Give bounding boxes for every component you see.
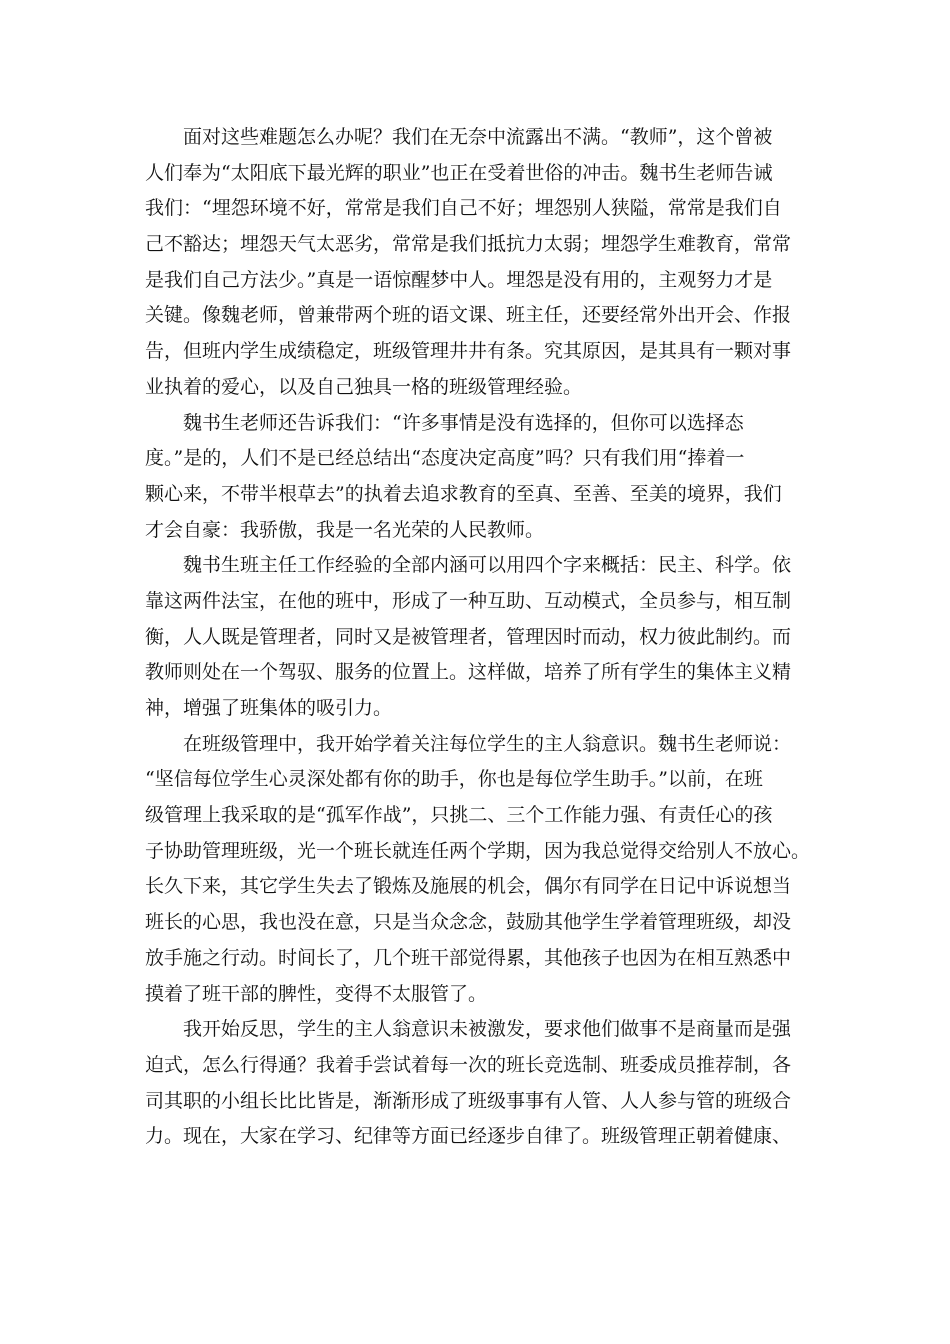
paragraph-3 [145,548,805,726]
paragraph-1 [145,120,805,406]
text-line: 摸着了班干部的脾性，变得不太服管了。 [145,982,488,1005]
text-line: 在班级管理中，我开始学着关注每位学生的主人翁意识。魏书生老师说： [183,732,792,755]
text-line: 长久下来，其它学生失去了锻炼及施展的机会，偶尔有同学在日记中诉说想当 [145,875,792,898]
text-line: 魏书生班主任工作经验的全部内涵可以用四个字来概括：民主、科学。依 [183,554,792,577]
paragraph-4 [145,727,811,1013]
text-line: 是我们自己方法少。”真是一语惊醒梦中人。埋怨是没有用的，主观努力才是 [145,268,773,291]
text-line: 关键。像魏老师，曾兼带两个班的语文课、班主任，还要经常外出开会、作报 [145,304,792,327]
text-line: 教师则处在一个驾驭、服务的位置上。这样做，培养了所有学生的集体主义精 [145,661,792,684]
text-line: 班长的心思，我也没在意，只是当众念念，鼓励其他学生学着管理班级，却没 [145,911,792,934]
text-line: 才会自豪：我骄傲，我是一名光荣的人民教师。 [145,518,545,541]
text-line: 人们奉为“太阳底下最光辉的职业”也正在受着世俗的冲击。魏书生老师告诫 [145,161,773,184]
text-line: 级管理上我采取的是“孤军作战”，只挑二、三个工作能力强、有责任心的孩 [145,804,773,827]
text-line: 我们：“埋怨环境不好，常常是我们自己不好；埋怨别人狭隘，常常是我们自 [145,197,782,220]
text-line: 颗心来，不带半根草去”的执着去追求教育的至真、至善、至美的境界，我们 [145,482,782,505]
text-line: 子协助管理班级，光一个班长就连任两个学期，因为我总觉得交给别人不放心。 [145,839,811,862]
text-line: “坚信每位学生心灵深处都有你的助手，你也是每位学生助手。”以前，在班 [145,768,763,791]
text-line: 告，但班内学生成绩稳定，班级管理井井有条。究其原因，是其具有一颗对事 [145,340,792,363]
text-line: 衡，人人既是管理者，同时又是被管理者，管理因时而动，权力彼此制约。而 [145,625,792,648]
text-line: 面对这些难题怎么办呢？我们在无奈中流露出不满。“教师”，这个曾被 [183,126,773,148]
text-line: 司其职的小组长比比皆是，渐渐形成了班级事事有人管、人人参与管的班级合 [145,1089,792,1112]
text-line: 靠这两件法宝，在他的班中，形成了一种互助、互动模式，全员参与，相互制 [145,589,792,612]
text-line: 业执着的爱心，以及自己独具一格的班级管理经验。 [145,375,583,398]
text-line: 魏书生老师还告诉我们：“许多事情是没有选择的，但你可以选择态 [183,411,744,434]
text-line: 迫式，怎么行得通？我着手尝试着每一次的班长竞选制、班委成员推荐制，各 [145,1053,792,1076]
text-line: 神，增强了班集体的吸引力。 [145,697,393,719]
text-line: 我开始反思，学生的主人翁意识未被激发，要求他们做事不是商量而是强 [183,1018,792,1041]
paragraph-5 [145,1012,805,1155]
body-text [145,120,811,1155]
paragraph-2 [145,406,805,549]
text-line: 放手施之行动。时间长了，几个班干部觉得累，其他孩子也因为在相互熟悉中 [145,946,792,969]
text-line: 度。”是的，人们不是已经总结出“态度决定高度”吗？只有我们用“捧着一 [145,447,745,470]
text-line: 力。现在，大家在学习、纪律等方面已经逐步自律了。班级管理正朝着健康、 [145,1125,792,1148]
text-line: 己不豁达；埋怨天气太恶劣，常常是我们抵抗力太弱；埋怨学生难教育，常常 [145,233,792,256]
